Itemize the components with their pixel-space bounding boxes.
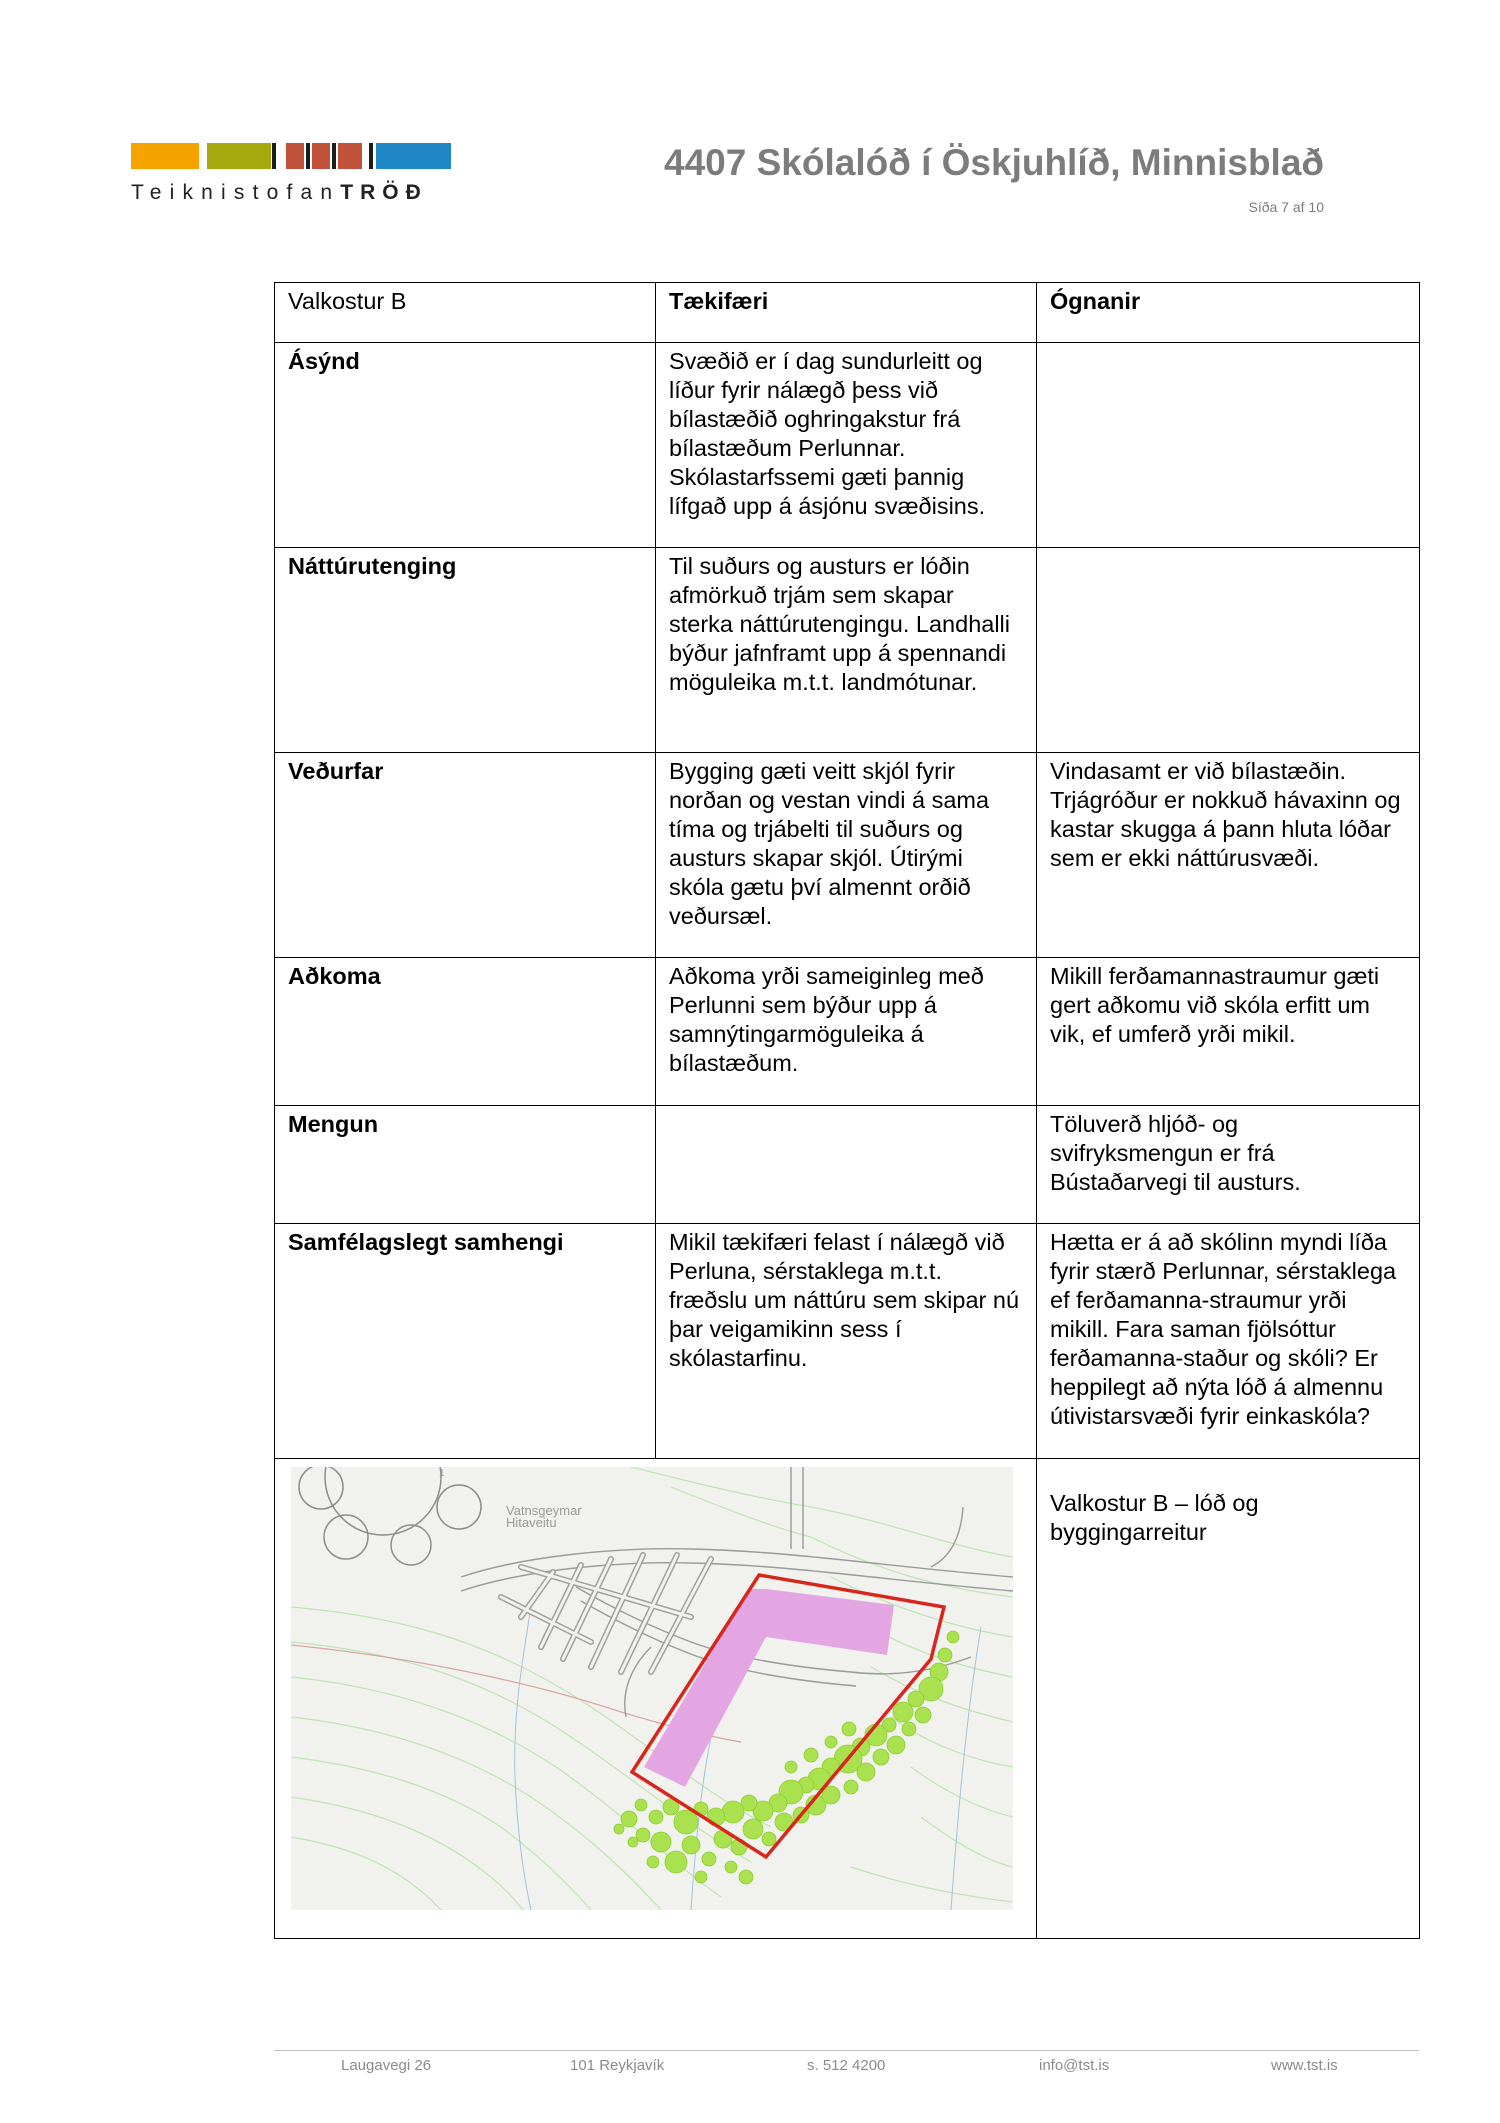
table-row (275, 1224, 1420, 1459)
logo-bar-red (312, 143, 330, 169)
row-opportunities: Bygging gæti veitt skjól fyrir norðan og vestan vindi á sama tíma og trjábelti til suðurs og austurs skapar skjól. Útirými skóla gætu því almennt orðið veðursæl. (656, 753, 1037, 958)
row-opportunities: Svæðið er í dag sundurleitt og líður fyrir nálægð þess við bílastæðið oghringakstur frá bílastæðum Perlunnar. Skólastarfssemi gæti þannig lífgað upp á ásjónu svæðisins. (656, 343, 1037, 548)
row-label: Samfélagslegt samhengi (275, 1224, 656, 1459)
logo-bar-red (338, 143, 362, 169)
logo-text-bold: TRÖÐ (340, 181, 428, 204)
logo-bar-dark (332, 143, 336, 169)
footer-address: Laugavegi 26 (341, 2057, 432, 2074)
row-opportunities: Aðkoma yrði sameiginleg með Perlunni sem býður upp á samnýtingarmöguleika á bílastæðum. (656, 958, 1037, 1106)
footer-postal: 101 Reykjavík (570, 2057, 665, 2074)
table-row (275, 1106, 1420, 1224)
header-option: Valkostur B (275, 283, 656, 343)
map-label-tanks-2: Hitaveitu (506, 1515, 557, 1530)
table-row (275, 958, 1420, 1106)
page-number: Síða 7 af 10 (1248, 199, 1324, 215)
row-threats: Vindasamt er við bílastæðin. Trjágróður er nokkuð hávaxinn og kastar skugga á þann hluta lóðar sem er ekki náttúrusvæði. (1037, 753, 1420, 958)
row-threats (1037, 343, 1420, 548)
logo-bar-blue (376, 143, 451, 169)
footer-phone: s. 512 4200 (807, 2057, 886, 2074)
footer-divider (274, 2050, 1419, 2051)
row-label: Mengun (275, 1106, 656, 1224)
logo-color-bars (131, 143, 451, 169)
table-row (275, 753, 1420, 958)
row-threats: Töluverð hljóð- og svifryksmengun er frá Bústaðarvegi til austurs. (1037, 1106, 1420, 1224)
logo-bar-orange (131, 143, 199, 169)
table-row (275, 548, 1420, 753)
site-map (291, 1467, 1013, 1910)
map-cell (275, 1459, 1037, 1939)
table-header-row (275, 283, 1420, 343)
row-label: Aðkoma (275, 958, 656, 1106)
table-row (275, 343, 1420, 548)
footer-email[interactable]: info@tst.is (1039, 2057, 1110, 2074)
logo-bar-olive (207, 143, 271, 169)
logo-text-light: Teiknistofan (131, 181, 341, 204)
header-opportunities: Tækifæri (656, 283, 1037, 343)
map-label-tanks: Vatnsgeymar (506, 1503, 582, 1518)
row-label: Veðurfar (275, 753, 656, 958)
row-threats (1037, 548, 1420, 753)
options-table (274, 282, 1420, 1939)
row-threats: Hætta er á að skólinn myndi líða fyrir stærð Perlunnar, sérstaklega ef ferðamanna-straumur yrði mikill. Fara saman fjölsóttur ferðamanna-staður og skóli? Er heppilegt að nýta lóð á almennu útivistarsvæði fyrir einkaskóla? (1037, 1224, 1420, 1459)
map-label-marker: 1 (439, 1468, 445, 1479)
row-opportunities: Til suðurs og austurs er lóðin afmörkuð trjám sem skapar sterka náttúrutengingu. Landhalli býður jafnframt upp á spennandi möguleika m.t.t. landmótunar. (656, 548, 1037, 753)
logo-wordmark (131, 181, 428, 205)
row-threats: Mikill ferðamannastraumur gæti gert aðkomu við skóla erfitt um vik, ef umferð yrði mikil. (1037, 958, 1420, 1106)
footer-website[interactable]: www.tst.is (1271, 2057, 1338, 2074)
logo-bar-dark (272, 143, 276, 169)
row-label: Náttúrutenging (275, 548, 656, 753)
document-title: 4407 Skólalóð í Öskjuhlíð, Minnisblað (664, 142, 1324, 183)
logo-bar-red (286, 143, 304, 169)
row-opportunities: Mikil tækifæri felast í nálægð við Perluna, sérstaklega m.t.t. fræðslu um náttúru sem skipar nú þar veigamikinn sess í skólastarfinu. (656, 1224, 1037, 1459)
logo-bar-dark (369, 143, 373, 169)
row-opportunities (656, 1106, 1037, 1224)
map-row (275, 1459, 1420, 1939)
logo-bar-dark (306, 143, 310, 169)
company-logo (131, 143, 451, 205)
row-label: Ásýnd (275, 343, 656, 548)
header-threats: Ógnanir (1037, 283, 1420, 343)
map-caption: Valkostur B – lóð og byggingarreitur (1037, 1459, 1420, 1939)
